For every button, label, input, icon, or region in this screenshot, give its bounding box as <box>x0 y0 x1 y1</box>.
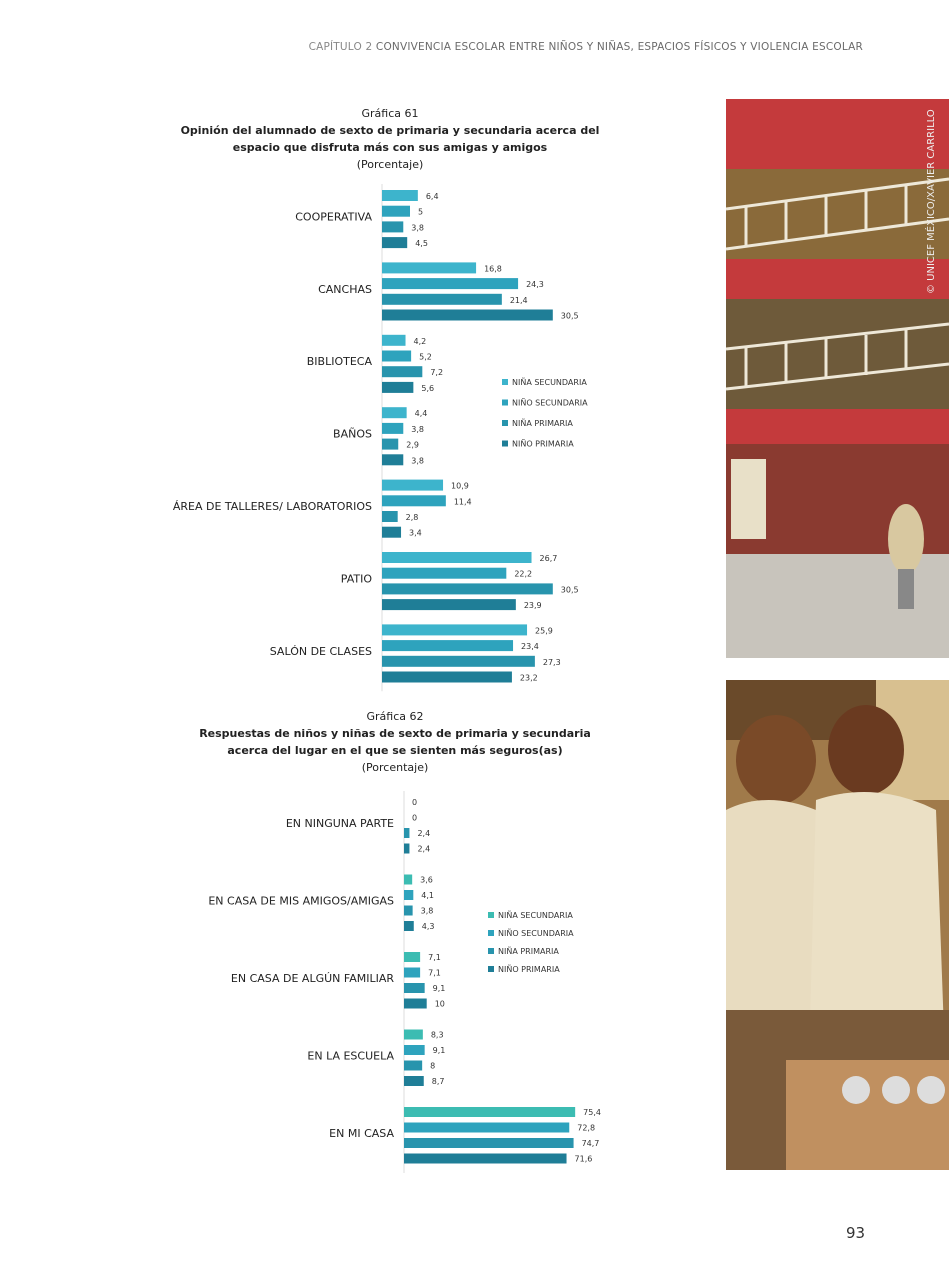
legend-swatch <box>488 912 494 918</box>
data-label: 3,8 <box>411 424 425 434</box>
category-label: EN LA ESCUELA <box>307 1049 394 1063</box>
category-label: EN CASA DE ALGÚN FAMILIAR <box>230 972 394 985</box>
legend-label: NIÑO SECUNDARIA <box>498 929 574 938</box>
bar <box>404 921 414 931</box>
data-label: 71,6 <box>574 1154 593 1164</box>
data-label: 8 <box>430 1061 436 1071</box>
data-label: 7,1 <box>428 968 441 978</box>
students-photo <box>726 680 949 1170</box>
legend-label: NIÑA PRIMARIA <box>512 419 573 428</box>
bar <box>404 844 409 854</box>
data-label: 24,3 <box>526 280 544 290</box>
data-label: 22,2 <box>514 569 533 579</box>
chart-61-subtitle: (Porcentaje) <box>356 158 424 171</box>
data-label: 25,9 <box>535 626 553 636</box>
bar <box>404 890 413 900</box>
bar <box>404 1030 423 1040</box>
bar <box>404 1138 574 1148</box>
data-label: 9,1 <box>432 1046 446 1055</box>
photo-credit: © UNICEF MÉXICO/XAVIER CARRILLO <box>926 109 937 294</box>
data-label: 4,5 <box>415 239 428 249</box>
bar <box>404 999 427 1009</box>
category-label: PATIO <box>340 572 372 586</box>
data-label: 4,1 <box>421 891 435 900</box>
legend-label: NIÑA SECUNDARIA <box>498 911 573 920</box>
legend-label: NIÑA SECUNDARIA <box>512 378 587 387</box>
data-label: 7,1 <box>428 953 441 962</box>
bar <box>404 983 425 993</box>
chart-62-number: Gráfica 62 <box>366 710 424 723</box>
data-label: 23,9 <box>523 601 542 611</box>
data-label: 72,8 <box>577 1123 596 1133</box>
data-label: 4,2 <box>413 336 427 346</box>
legend-label: NIÑO PRIMARIA <box>498 965 560 974</box>
data-label: 2,4 <box>417 829 431 838</box>
category-label: BAÑOS <box>333 427 372 441</box>
data-label: 3,8 <box>411 456 425 466</box>
legend-swatch <box>488 948 494 954</box>
data-label: 23,2 <box>519 673 538 683</box>
data-label: 8,7 <box>431 1077 445 1086</box>
data-label: 75,4 <box>583 1108 601 1117</box>
data-label: 7,2 <box>430 368 444 378</box>
legend-label: NIÑO PRIMARIA <box>512 439 574 449</box>
data-label: 3,8 <box>411 223 425 233</box>
bar <box>404 1123 569 1133</box>
data-label: 0 <box>412 813 418 823</box>
bar <box>404 1045 425 1055</box>
bar <box>404 906 413 916</box>
data-label: 5,6 <box>421 383 435 393</box>
category-label: SALÓN DE CLASES <box>269 644 372 658</box>
data-label: 4,4 <box>414 409 428 419</box>
chart-62-subtitle: (Porcentaje) <box>361 761 429 774</box>
bar <box>404 952 420 962</box>
legend-swatch <box>488 966 494 972</box>
legend-swatch <box>488 930 494 936</box>
data-label: 5 <box>418 207 424 217</box>
category-label: BIBLIOTECA <box>306 355 372 369</box>
data-label: 0 <box>412 798 418 807</box>
legend-label: NIÑA PRIMARIA <box>498 947 559 956</box>
data-label: 9,1 <box>432 984 446 993</box>
bar <box>404 1154 567 1164</box>
data-label: 4,3 <box>421 922 435 931</box>
chart-61-title: Opinión del alumnado de sexto de primaria y secundaria acerca del espacio que disfruta más con sus amigas y amigos <box>180 124 600 154</box>
chart-61-number: Gráfica 61 <box>361 107 419 120</box>
data-label: 21,4 <box>509 295 528 305</box>
data-label: 3,6 <box>420 875 433 885</box>
data-label: 10 <box>434 999 445 1009</box>
data-label: 3,8 <box>420 906 434 916</box>
data-label: 2,8 <box>405 513 419 522</box>
data-label: 74,7 <box>581 1139 600 1148</box>
chapter-label: CAPÍTULO 2 <box>308 41 373 53</box>
data-label: 2,9 <box>406 440 419 450</box>
data-label: 3,4 <box>409 528 422 538</box>
category-label: EN CASA DE MIS AMIGOS/AMIGAS <box>208 894 394 908</box>
data-label: 2,4 <box>417 844 431 854</box>
category-label: EN NINGUNA PARTE <box>285 817 394 830</box>
data-label: 27,3 <box>542 657 561 667</box>
bar <box>404 828 409 838</box>
bar <box>404 968 420 978</box>
data-label: 8,3 <box>430 1030 444 1040</box>
category-label: COOPERATIVA <box>295 210 372 224</box>
data-label: 26,7 <box>539 554 558 563</box>
data-label: 11,4 <box>453 497 472 507</box>
chart-62-title: Respuestas de niños y niñas de sexto de primaria y secundaria acerca del lugar en el que se sienten más seguros(as) <box>199 727 591 757</box>
bar <box>404 1061 422 1071</box>
data-label: 6,4 <box>425 192 439 201</box>
legend-label: NIÑO SECUNDARIA <box>512 398 588 408</box>
page-number: 93 <box>846 1224 866 1242</box>
chapter-title: CONVIVENCIA ESCOLAR ENTRE NIÑOS Y NIÑAS, ESPACIOS FÍSICOS Y VIOLENCIA ESCOLAR <box>375 41 863 53</box>
bar <box>404 1107 575 1117</box>
category-label: CANCHAS <box>318 282 372 296</box>
category-label: EN MI CASA <box>329 1127 394 1140</box>
data-label: 10,9 <box>451 481 469 491</box>
data-label: 30,5 <box>560 585 579 595</box>
category-label: ÁREA DE TALLERES/ LABORATORIOS <box>172 500 372 513</box>
data-label: 30,5 <box>560 311 579 321</box>
bar <box>404 1076 424 1086</box>
data-label: 16,8 <box>484 264 502 274</box>
bar <box>404 875 412 885</box>
school-building-photo <box>726 99 949 658</box>
data-label: 5,2 <box>419 352 432 362</box>
data-label: 23,4 <box>521 642 539 652</box>
